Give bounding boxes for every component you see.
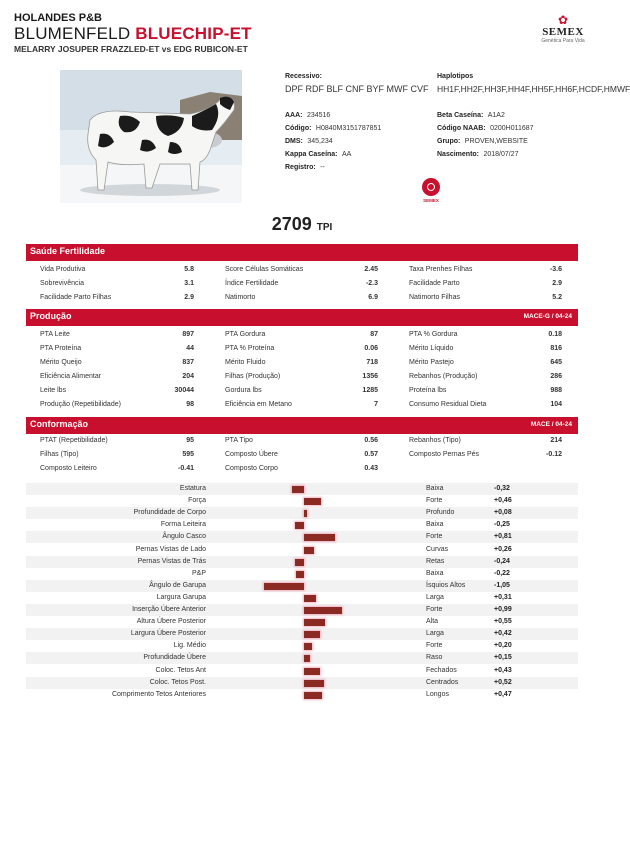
beta-value: A1A2	[487, 112, 505, 119]
linear-trait-name: Profundidade Úbere	[143, 654, 206, 662]
linear-trait-name: Coloc. Tetos Ant	[155, 666, 206, 674]
linear-trait-name: Altura Úbere Posterior	[136, 618, 206, 626]
stat-value: 95	[186, 437, 194, 444]
codigo-value: H0840M3151787851	[315, 125, 382, 132]
haplotypes-label: Haplotipos	[437, 73, 474, 80]
stat-label: Leite lbs	[40, 387, 67, 394]
stat-label: Taxa Prenhes Filhas	[409, 266, 473, 273]
nasc-field	[437, 143, 519, 161]
stat-value: 1285	[362, 387, 378, 394]
linear-trait-name: Força	[188, 497, 206, 505]
stat-value: 1356	[362, 373, 378, 380]
linear-trait-bar	[304, 631, 320, 638]
stat-label: Mérito Pastejo	[409, 359, 454, 366]
linear-trait-name: Pernas Vistas de Trás	[137, 557, 206, 565]
stat-value: 214	[550, 437, 562, 444]
linear-trait-row	[26, 652, 578, 664]
logo-brand: SEMEX	[542, 26, 584, 38]
linear-trait-descriptor: Fechados	[426, 666, 457, 674]
stat-label: Filhas (Produção)	[225, 373, 281, 380]
bull-name-prefix: BLUMENFELD	[14, 24, 131, 43]
stat-value: 718	[366, 359, 378, 366]
linear-trait-name: Comprimento Tetos Anteriores	[111, 690, 206, 698]
linear-trait-descriptor: Profundo	[426, 509, 455, 517]
linear-trait-row	[26, 519, 578, 531]
stat-value: 7	[374, 401, 378, 408]
linear-trait-bar	[304, 668, 320, 675]
stat-label: PTA % Gordura	[409, 331, 458, 338]
linear-trait-name: Profundidade de Corpo	[133, 509, 206, 517]
aaa-value: 234516	[306, 112, 331, 119]
linear-trait-descriptor: Retas	[426, 557, 445, 565]
stat-label: Mérito Fluido	[225, 359, 266, 366]
linear-trait-row	[26, 604, 578, 616]
stat-row	[26, 291, 578, 305]
linear-trait-row	[26, 483, 578, 495]
aaa-label: AAA:	[285, 112, 303, 119]
linear-trait-bar	[304, 607, 342, 614]
stat-value: 0.57	[364, 451, 378, 458]
logo-tagline: Genética Para Vida	[541, 38, 585, 44]
stat-label: Rebanhos (Tipo)	[409, 437, 461, 444]
linear-trait-bar	[295, 522, 305, 529]
linear-trait-descriptor: Larga	[426, 630, 444, 638]
registro-value: --	[320, 164, 325, 171]
linear-trait-name: Forma Leiteira	[160, 521, 206, 529]
linear-trait-value: +0,81	[494, 533, 512, 541]
cow-image	[60, 70, 242, 203]
linear-trait-value: +0,08	[494, 509, 512, 517]
linear-trait-row	[26, 544, 578, 556]
stat-label: Consumo Residual Dieta	[409, 401, 487, 408]
semex-badge	[420, 178, 442, 203]
stat-label: Eficiência em Metano	[225, 401, 292, 408]
linear-trait-descriptor: Ísquios Altos	[426, 581, 466, 589]
linear-trait-name: Largura Úbere Posterior	[130, 630, 206, 638]
linear-trait-bar	[292, 486, 304, 493]
dms-label: DMS:	[285, 138, 303, 145]
linear-trait-row	[26, 616, 578, 628]
linear-trait-bar	[304, 498, 321, 505]
stat-value: 645	[550, 359, 562, 366]
stat-value: -2.3	[365, 280, 378, 287]
linear-trait-descriptor: Raso	[426, 654, 443, 662]
stat-value: 0.43	[364, 465, 378, 472]
stat-row	[26, 462, 578, 476]
linear-trait-value: +0,99	[494, 606, 512, 613]
semex-badge-icon	[422, 178, 440, 196]
stat-row	[26, 398, 578, 412]
linear-trait-name: Ângulo de Garupa	[149, 581, 206, 589]
stat-label: Composto Leiteiro	[40, 465, 97, 472]
pedigree-line: MELARRY JOSUPER FRAZZLED-ET vs EDG RUBICON-ET	[14, 44, 248, 54]
stat-value: -0.12	[546, 451, 562, 458]
section-saude-title: Saúde Fertilidade	[30, 246, 106, 256]
linear-trait-descriptor: Forte	[426, 606, 443, 613]
linear-trait-bar	[304, 643, 312, 650]
stat-value: 816	[550, 345, 562, 352]
linear-trait-row	[26, 677, 578, 689]
stat-label: Filhas (Tipo)	[40, 451, 79, 458]
linear-trait-descriptor: Longos	[426, 690, 449, 698]
section-producao-title: Produção	[30, 311, 72, 321]
linear-trait-name: P&P	[191, 569, 206, 577]
linear-trait-bar	[304, 534, 335, 541]
linear-trait-value: +0,52	[494, 678, 512, 686]
stat-row	[26, 448, 578, 462]
kappa-label: Kappa Caseína:	[285, 151, 338, 158]
stat-label: Score Células Somáticas	[225, 266, 304, 273]
bull-name-highlight: BLUECHIP-ET	[135, 24, 252, 43]
linear-trait-value: +0,46	[494, 497, 512, 505]
beta-label: Beta Caseína:	[437, 112, 484, 119]
linear-trait-value: +0,15	[494, 654, 512, 662]
stat-value: 0.18	[548, 331, 562, 338]
stat-value: 30044	[174, 387, 194, 394]
stat-value: 2.9	[552, 280, 562, 287]
stat-label: PTA Proteína	[40, 345, 82, 352]
linear-trait-descriptor: Baixa	[426, 521, 444, 529]
stat-label: PTA Leite	[40, 331, 70, 338]
linear-trait-value: -0,22	[494, 569, 510, 577]
stat-value: 104	[550, 401, 562, 408]
linear-trait-value: +0,42	[494, 630, 512, 638]
section-producao-source: MACE-G / 04-24	[523, 313, 572, 320]
linear-trait-bar	[304, 655, 310, 662]
linear-trait-bar	[304, 510, 307, 517]
stat-label: Natimorto	[225, 294, 256, 301]
linear-trait-descriptor: Baixa	[426, 569, 444, 577]
linear-trait-bar	[296, 571, 304, 578]
stat-value: 595	[182, 451, 194, 458]
stat-value: 837	[182, 359, 194, 366]
stat-row	[26, 370, 578, 384]
stat-row	[26, 384, 578, 398]
linear-trait-bar	[304, 547, 314, 554]
linear-trait-name: Largura Garupa	[156, 593, 206, 601]
linear-trait-value: +0,43	[494, 666, 512, 674]
bull-name	[14, 24, 252, 44]
stat-row	[26, 277, 578, 291]
linear-trait-name: Lig. Médio	[173, 642, 206, 650]
linear-trait-name: Ângulo Casco	[162, 533, 206, 541]
maple-leaf-icon: ✿	[557, 13, 569, 27]
linear-trait-value: +0,47	[494, 690, 512, 698]
linear-trait-descriptor: Baixa	[426, 485, 444, 492]
section-conformacao-header	[26, 417, 578, 434]
stat-value: 44	[186, 345, 194, 352]
stat-label: Proteína lbs	[409, 387, 447, 394]
stat-label: Composto Corpo	[225, 465, 278, 472]
stat-value: 3.1	[184, 280, 194, 287]
linear-trait-value: +0,20	[494, 642, 512, 650]
linear-trait-value: -0,32	[494, 485, 510, 492]
naab-label: Código NAAB:	[437, 125, 486, 132]
linear-trait-row	[26, 556, 578, 568]
section-producao-header	[26, 309, 578, 326]
linear-trait-descriptor: Alta	[426, 618, 439, 626]
stat-label: Gordura lbs	[225, 387, 262, 394]
linear-trait-bar	[304, 692, 322, 699]
linear-trait-descriptor: Forte	[426, 533, 443, 541]
linear-trait-bar	[304, 619, 325, 626]
stat-value: 6.9	[368, 294, 378, 301]
stat-label: Natimorto Filhas	[409, 294, 460, 301]
naab-value: 0200H011687	[490, 125, 534, 132]
grupo-value: PROVEN,WEBSITE	[464, 138, 528, 145]
linear-trait-bar	[304, 680, 324, 687]
linear-trait-value: +0,26	[494, 545, 512, 553]
stat-value: 204	[182, 373, 194, 380]
stat-label: Eficiência Alimentar	[40, 373, 102, 380]
stat-label: Produção (Repetibilidade)	[40, 401, 121, 408]
linear-trait-value: +0,55	[494, 618, 512, 626]
dms-value: 345,234	[307, 138, 333, 145]
stat-label: Mérito Queijo	[40, 359, 82, 366]
stat-value: 897	[182, 331, 194, 338]
stat-row	[26, 263, 578, 277]
bull-photo	[60, 70, 242, 203]
stat-label: Composto Pernas Pés	[409, 451, 480, 458]
semex-badge-text: SEMEX	[423, 198, 439, 203]
linear-trait-value: -0,24	[494, 557, 510, 565]
stat-label: Composto Úbere	[225, 451, 278, 458]
stat-value: 87	[370, 331, 378, 338]
stat-label: Mérito Líquido	[409, 345, 454, 352]
stat-value: 988	[550, 387, 562, 394]
stat-value: 98	[186, 401, 194, 408]
stat-label: Facilidade Parto Filhas	[40, 294, 112, 301]
tpi-score	[0, 214, 604, 235]
stat-value: -3.6	[549, 266, 562, 273]
section-conformacao-source: MACE / 04-24	[530, 421, 572, 428]
breed-label: HOLANDES P&B	[14, 12, 103, 24]
linear-trait-row	[26, 592, 578, 604]
registro-label: Registro:	[285, 164, 316, 171]
section-conformacao-title: Conformação	[30, 419, 89, 429]
stat-value: 0.06	[364, 345, 378, 352]
linear-trait-row	[26, 507, 578, 519]
stat-row	[26, 434, 578, 448]
stat-row	[26, 328, 578, 342]
recessive-value: DPF RDF BLF CNF BYF MWF CVF	[285, 84, 429, 94]
stat-value: 5.8	[184, 266, 194, 273]
stat-value: 5.2	[552, 294, 562, 301]
stat-label: Facilidade Parto	[409, 280, 460, 287]
linear-trait-name: Coloc. Tetos Post.	[149, 678, 206, 686]
stat-value: 2.9	[184, 294, 194, 301]
recessive-label: Recessivo:	[285, 73, 322, 80]
linear-trait-row	[26, 689, 578, 701]
linear-trait-value: +0,31	[494, 593, 512, 601]
linear-trait-descriptor: Curvas	[426, 545, 449, 553]
grupo-label: Grupo:	[437, 138, 461, 145]
linear-trait-row	[26, 628, 578, 640]
stat-row	[26, 342, 578, 356]
semex-logo	[536, 14, 590, 44]
linear-trait-bar	[264, 583, 304, 590]
stat-label: PTA Tipo	[225, 437, 253, 444]
linear-trait-descriptor: Forte	[426, 497, 443, 505]
linear-trait-descriptor: Forte	[426, 642, 443, 650]
stat-label: Índice Fertilidade	[225, 280, 279, 287]
stat-label: Sobrevivência	[40, 280, 84, 287]
haplotypes-value: HH1F,HH2F,HH3F,HH4F,HH5F,HH6F,HCDF,HMWF	[437, 84, 630, 94]
linear-trait-descriptor: Larga	[426, 593, 444, 601]
linear-trait-value: -1,05	[494, 581, 510, 589]
stat-value: 2.45	[364, 266, 378, 273]
kappa-value: AA	[341, 151, 352, 158]
stat-label: Vida Produtiva	[40, 266, 86, 273]
stat-value: 286	[550, 373, 562, 380]
linear-trait-descriptor: Centrados	[426, 678, 459, 686]
linear-trait-name: Pernas Vistas de Lado	[135, 545, 206, 553]
registro-field	[285, 156, 325, 174]
stat-row	[26, 356, 578, 370]
linear-trait-row	[26, 580, 578, 592]
stat-label: PTA Gordura	[225, 331, 266, 338]
stat-label: Rebanhos (Produção)	[409, 373, 478, 380]
codigo-label: Código:	[285, 125, 312, 132]
nasc-value: 2018/07/27	[483, 151, 519, 158]
linear-trait-row	[26, 568, 578, 580]
linear-trait-value: -0,25	[494, 521, 510, 529]
section-saude-header	[26, 244, 578, 261]
linear-trait-row	[26, 665, 578, 677]
stat-value: -0.41	[178, 465, 194, 472]
stat-label: PTA % Proteína	[225, 345, 275, 352]
nasc-label: Nascimento:	[437, 151, 480, 158]
stat-value: 0.56	[364, 437, 378, 444]
linear-trait-name: Estatura	[179, 485, 206, 492]
linear-trait-row	[26, 495, 578, 507]
linear-trait-row	[26, 640, 578, 652]
stat-label: PTAT (Repetibilidade)	[40, 437, 108, 444]
linear-trait-bar	[304, 595, 316, 602]
tpi-unit: TPI	[316, 222, 333, 233]
linear-trait-name: Inserção Úbere Anterior	[132, 606, 206, 613]
linear-trait-row	[26, 531, 578, 543]
linear-trait-bar	[295, 559, 304, 566]
tpi-value: 2709	[271, 214, 312, 234]
